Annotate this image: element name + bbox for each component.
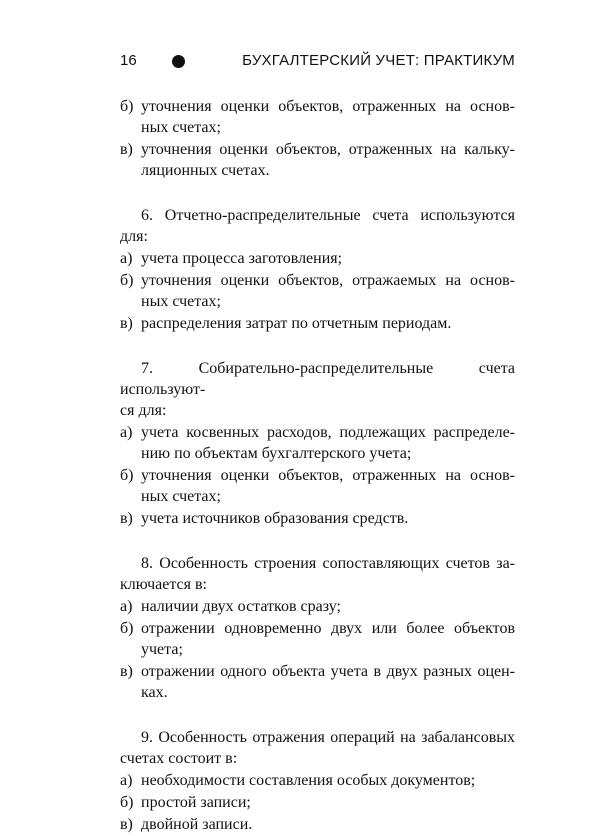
option-letter: б) [120, 467, 134, 484]
option-line: ных счетах; [141, 488, 221, 505]
option-text [141, 248, 515, 269]
answer-option [120, 139, 515, 181]
option-text [141, 596, 515, 617]
option-line: учета источников образования средств. [141, 510, 409, 527]
option-line: двойной записи. [141, 816, 253, 833]
option-text [141, 313, 515, 334]
option-text [141, 661, 515, 703]
option-line: уточнения оценки объектов, отраженных на основ- [141, 467, 515, 484]
question-block [120, 358, 515, 529]
option-letter: б) [120, 272, 134, 289]
option-text [141, 792, 515, 813]
option-text [141, 618, 515, 660]
question-line: ключается в: [120, 576, 207, 593]
answer-option [120, 508, 515, 529]
question-text [120, 358, 515, 421]
answer-option [120, 661, 515, 703]
option-letter: в) [120, 141, 133, 158]
question-line: 7. Собирательно-распределительные счета используют- [120, 360, 515, 398]
option-text [141, 422, 515, 464]
page-header [120, 52, 515, 74]
option-text [141, 465, 515, 507]
option-letter: а) [120, 772, 133, 789]
question-line: 8. Особенность строения сопоставляющих счетов за- [141, 555, 515, 572]
option-line: учета косвенных расходов, подлежащих распределе- [141, 424, 515, 441]
answer-option [120, 618, 515, 660]
answer-option [120, 96, 515, 138]
page-number: 16 [120, 52, 137, 69]
option-letter: б) [120, 794, 134, 811]
continued-options [120, 96, 515, 181]
question-block [120, 553, 515, 703]
option-line: ляционных счетах. [141, 162, 270, 179]
question-list [120, 205, 515, 835]
bullet-icon [172, 55, 185, 68]
option-text [141, 508, 515, 529]
answer-option [120, 248, 515, 269]
option-line: нию по объектам бухгалтерского учета; [141, 445, 412, 462]
option-letter: а) [120, 598, 133, 615]
option-line: распределения затрат по отчетным периодам. [141, 315, 452, 332]
answer-option [120, 270, 515, 312]
option-line: учета процесса заготовления; [141, 250, 343, 267]
answer-option [120, 422, 515, 464]
option-text [141, 96, 515, 138]
option-line: отражении одновременно двух или более объектов [141, 620, 515, 637]
option-line: ках. [141, 684, 168, 701]
option-letter: в) [120, 816, 133, 833]
option-line: уточнения оценки объектов, отражаемых на основ- [141, 272, 515, 289]
question-line: 6. Отчетно-распределительные счета используются [141, 207, 515, 224]
question-block [120, 727, 515, 835]
option-letter: а) [120, 250, 133, 267]
answer-option [120, 465, 515, 507]
option-letter: в) [120, 315, 133, 332]
option-text [141, 270, 515, 312]
answer-option [120, 313, 515, 334]
question-text [120, 205, 515, 247]
option-line: необходимости составления особых документов; [141, 772, 476, 789]
question-line: ся для: [120, 402, 167, 419]
option-letter: б) [120, 98, 134, 115]
answer-option [120, 596, 515, 617]
question-block [120, 205, 515, 334]
page-content [120, 96, 515, 836]
answer-option [120, 814, 515, 835]
question-text [120, 553, 515, 595]
option-text [141, 814, 515, 835]
option-text [141, 770, 515, 791]
running-title: БУХГАЛТЕРСКИЙ УЧЕТ: ПРАКТИКУМ [242, 52, 515, 69]
option-letter: в) [120, 510, 133, 527]
question-text [120, 727, 515, 769]
option-line: простой записи; [141, 794, 251, 811]
option-line: отражении одного объекта учета в двух разных оцен- [141, 663, 515, 680]
option-line: уточнения оценки объектов, отраженных на основ- [141, 98, 515, 115]
question-line: для: [120, 228, 148, 245]
option-letter: а) [120, 424, 133, 441]
answer-option [120, 770, 515, 791]
option-line: ных счетах; [141, 119, 221, 136]
option-text [141, 139, 515, 181]
option-letter: в) [120, 663, 133, 680]
option-line: учета; [141, 641, 183, 658]
option-line: ных счетах; [141, 293, 221, 310]
question-line: 9. Особенность отражения операций на забалансовых [141, 729, 515, 746]
option-line: уточнения оценки объектов, отраженных на кальку- [141, 141, 515, 158]
answer-option [120, 792, 515, 813]
question-line: счетах состоит в: [120, 750, 238, 767]
option-letter: б) [120, 620, 134, 637]
option-line: наличии двух остатков сразу; [141, 598, 341, 615]
